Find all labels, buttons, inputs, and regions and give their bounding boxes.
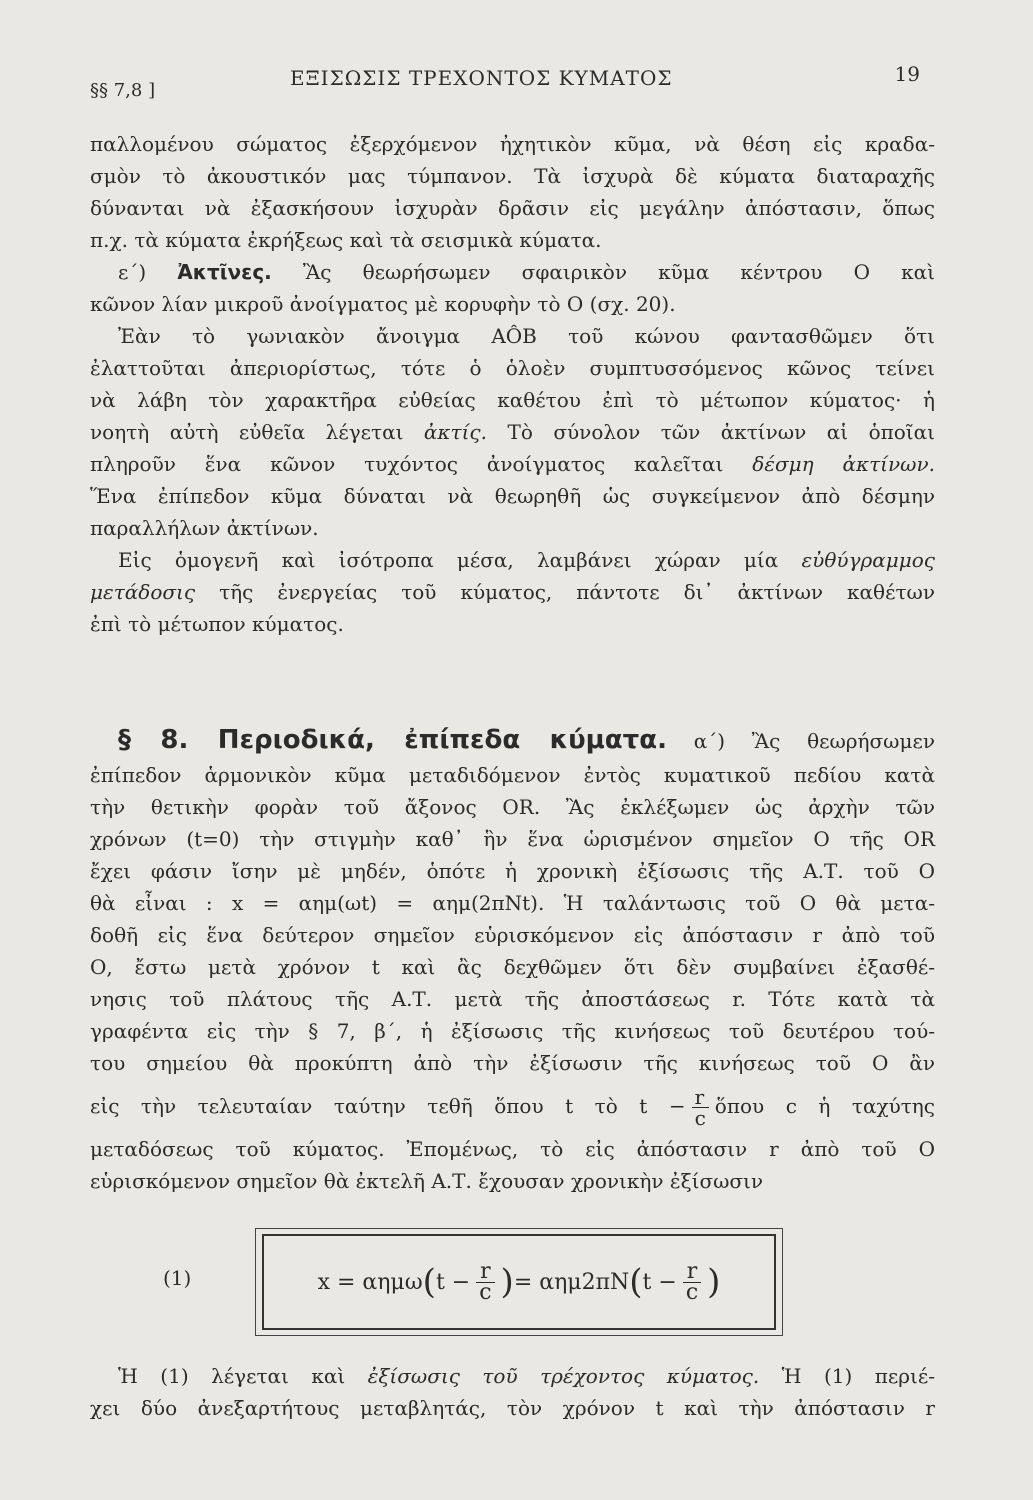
fraction-numerator: r [692,1087,709,1108]
text-line [90,448,935,480]
text-line [90,576,935,608]
text-line: π.χ. τὰ κύματα ἐκρήξεως καὶ τὰ σεισμικὰ κύματα. [90,228,602,252]
section-title: § 8. Περιοδικά, ἐπίπεδα κύματα. [118,725,667,755]
text-span: Ἂς θεωρήσωμεν σφαιρικὸν κῦμα κέντρου Ο καὶ [271,260,935,284]
equation-box [262,1234,776,1330]
text-span: πληροῦν ἕνα κῶνον τυχόντος ἀνοίγματος καλεῖται [90,452,753,476]
equation-fraction-2 [683,1258,701,1305]
text-span: Ἐὰν τὸ γωνιακὸν ἄνοιγμα [118,324,492,348]
text-line: εὑρισκόμενον σημεῖον θὰ ἐκτελῆ Α.Τ. ἔχουσαν χρονικὴν ἐξίσωσιν [90,1169,764,1193]
text-line: Ο, ἔστω μετὰ χρόνον t καὶ ἂς δεχθῶμεν ὅτι δὲν συμβαίνει ἐξασθέ- [90,955,935,979]
equation-rhs: = αημ2πN [513,1269,630,1295]
text-line: παραλλήλων ἀκτίνων. [90,516,319,540]
text-line-fraction [90,1079,935,1133]
text-line: θὰ εἶναι : x = αημ(ωt) = αημ(2πNt). Ἡ ταλάντωσις τοῦ Ο θὰ μετα- [90,891,935,915]
text-line: μεταδόσεως τοῦ κύματος. Ἐπομένως, τὸ εἰς ἀπόστασιν r ἀπὸ τοῦ Ο [90,1137,935,1161]
text-line: νησις τοῦ πλάτους τῆς Α.Τ. μετὰ τῆς ἀποστάσεως r. Τότε κατὰ τὰ [90,987,935,1011]
text-line: ἐπίπεδον ἁρμονικὸν κῦμα μεταδιδόμενον ἐντὸς κυματικοῦ πεδίου κατὰ [90,763,935,787]
text-line: κῶνον λίαν μικροῦ ἀνοίγματος μὲ κορυφὴν τὸ Ο (σχ. 20). [90,292,676,316]
fraction-numerator: r [683,1262,701,1283]
running-header [90,62,930,102]
text-line [90,256,935,288]
closing-paragraph [90,1360,935,1424]
text-line: χει δύο ἀνεξαρτήτους μεταβλητάς, τὸν χρόνον t καὶ τὴν ἀπόστασιν r [90,1396,935,1420]
text-line [90,544,935,576]
text-span: τοῦ κώνου φαντασθῶμεν ὅτι [536,324,935,348]
header-title: ΕΞΙΣΩΣΙΣ ΤΡΕΧΟΝΤΟΣ ΚΥΜΑΤΟΣ [290,66,673,90]
paren-open: ( [629,1262,643,1302]
body-text-top [90,128,935,640]
text-line: δοθῆ εἰς ἕνα δεύτερον σημεῖον εὑρισκόμενον εἰς ἀπόστασιν r ἀπὸ τοῦ [90,923,935,947]
text-line [90,722,935,759]
text-span: εἰς τὴν τελευταίαν ταύτην τεθῆ ὅπου t τὸ t − [90,1094,686,1118]
paren-open: ( [422,1262,436,1302]
text-line: νὰ λάβη τὸν χαρακτῆρα εὐθείας καθέτου ἐπὶ τὸ μέτωπον κύματος· ἡ [90,388,935,412]
text-line: του σημείου θὰ προκύπτη ἀπὸ τὴν ἐξίσωσιν τῆς κινήσεως τοῦ Ο ἂν [90,1051,935,1075]
text-line: χρόνων (t=0) τὴν στιγμὴν καθ᾽ ἣν ἕνα ὡρισμένον σημεῖον Ο τῆς OR [90,827,935,851]
text-line: σμὸν τὸ ἀκουστικόν μας τύμπανον. Τὰ ἰσχυρὰ δὲ κύματα διαταραχῆς [90,164,935,188]
item-label: ε΄) [118,260,178,284]
text-line [90,320,935,352]
fraction-denominator: c [694,1106,706,1130]
fraction-numerator: r [476,1262,494,1283]
fraction-denominator: c [685,1279,699,1305]
paren-close: ) [500,1262,514,1302]
text-line: παλλομένου σώματος ἐξερχόμενον ἠχητικὸν κῦμα, νὰ θέση εἰς κραδα- [90,132,935,156]
text-line: γραφέντα εἰς τὴν § 7, β΄, ἡ ἐξίσωσις τῆς κινήσεως τοῦ δευτέρου τού- [90,1019,935,1043]
text-span: Εἰς ὁμογενῆ καὶ ἰσότροπα μέσα, λαμβάνει χώραν μία [118,548,802,572]
text-span: Ἡ (1) λέγεται καὶ [118,1364,368,1388]
text-line [90,1360,935,1392]
angle-symbol: AÔB [491,324,537,348]
equation-label: (1) [163,1266,192,1290]
text-line: δύνανται νὰ ἐξασκήσουν ἰσχυρὰν δρᾶσιν εἰς μεγάλην ἀπόστασιν, ὅπως [90,196,935,220]
term-metadosis: μετάδοσις [90,580,196,604]
text-span: τῆς ἐνεργείας τοῦ κύματος, πάντοτε δι᾽ ἀκτίνων καθέτων [195,580,935,604]
term-exisosis: ἐξίσωσις τοῦ τρέχοντος κύματος. [367,1364,760,1388]
term-aktis: ἀκτίς. [423,420,487,444]
text-span: Τὸ σύνολον τῶν ἀκτίνων αἱ ὁποῖαι [487,420,935,444]
text-span: Ἡ (1) περιέ- [759,1364,935,1388]
text-span: α΄) Ἂς θεωρήσωμεν [667,729,935,753]
term-eythygrammos: εὐθύγραμμος [801,548,935,572]
text-line: τὴν θετικὴν φορὰν τοῦ ἄξονος OR. Ἂς ἐκλέξωμεν ὡς ἀρχὴν τῶν [90,795,935,819]
text-line: ἐπὶ τὸ μέτωπον κύματος. [90,612,344,636]
text-line [90,416,935,448]
subheading-aktines: Ἀκτῖνες. [177,260,272,284]
text-line: ἔχει φάσιν ἴσην μὲ μηδέν, ὁπότε ἡ χρονικὴ ἐξίσωσις τῆς Α.Τ. τοῦ Ο [90,859,935,883]
fraction-denominator: c [479,1279,492,1305]
paren-close: ) [707,1262,721,1302]
text-span: ὅπου c ἡ ταχύτης [714,1094,935,1118]
term-desmi: δέσμη ἀκτίνων. [752,452,935,476]
header-section-ref: §§ 7,8 ] [90,80,156,101]
text-span: νοητὴ αὐτὴ εὐθεῖα λέγεται [90,420,424,444]
equation-t-minus: t − [435,1269,471,1295]
equation-block [0,1228,1033,1368]
section-8 [90,722,935,1197]
text-line: ἐλαττοῦται ἀπεριορίστως, τότε ὁ ὁλοὲν συμπτυσσόμενος κῶνος τείνει [90,356,935,380]
equation-lhs: x = αημω [317,1269,423,1295]
text-line: Ἕνα ἐπίπεδον κῦμα δύναται νὰ θεωρηθῆ ὡς συγκείμενον ἀπὸ δέσμην [90,484,935,508]
page-number: 19 [894,62,920,86]
equation-fraction-1 [476,1258,494,1305]
fraction-r-over-c [692,1087,709,1128]
equation-t-minus: t − [642,1269,677,1295]
